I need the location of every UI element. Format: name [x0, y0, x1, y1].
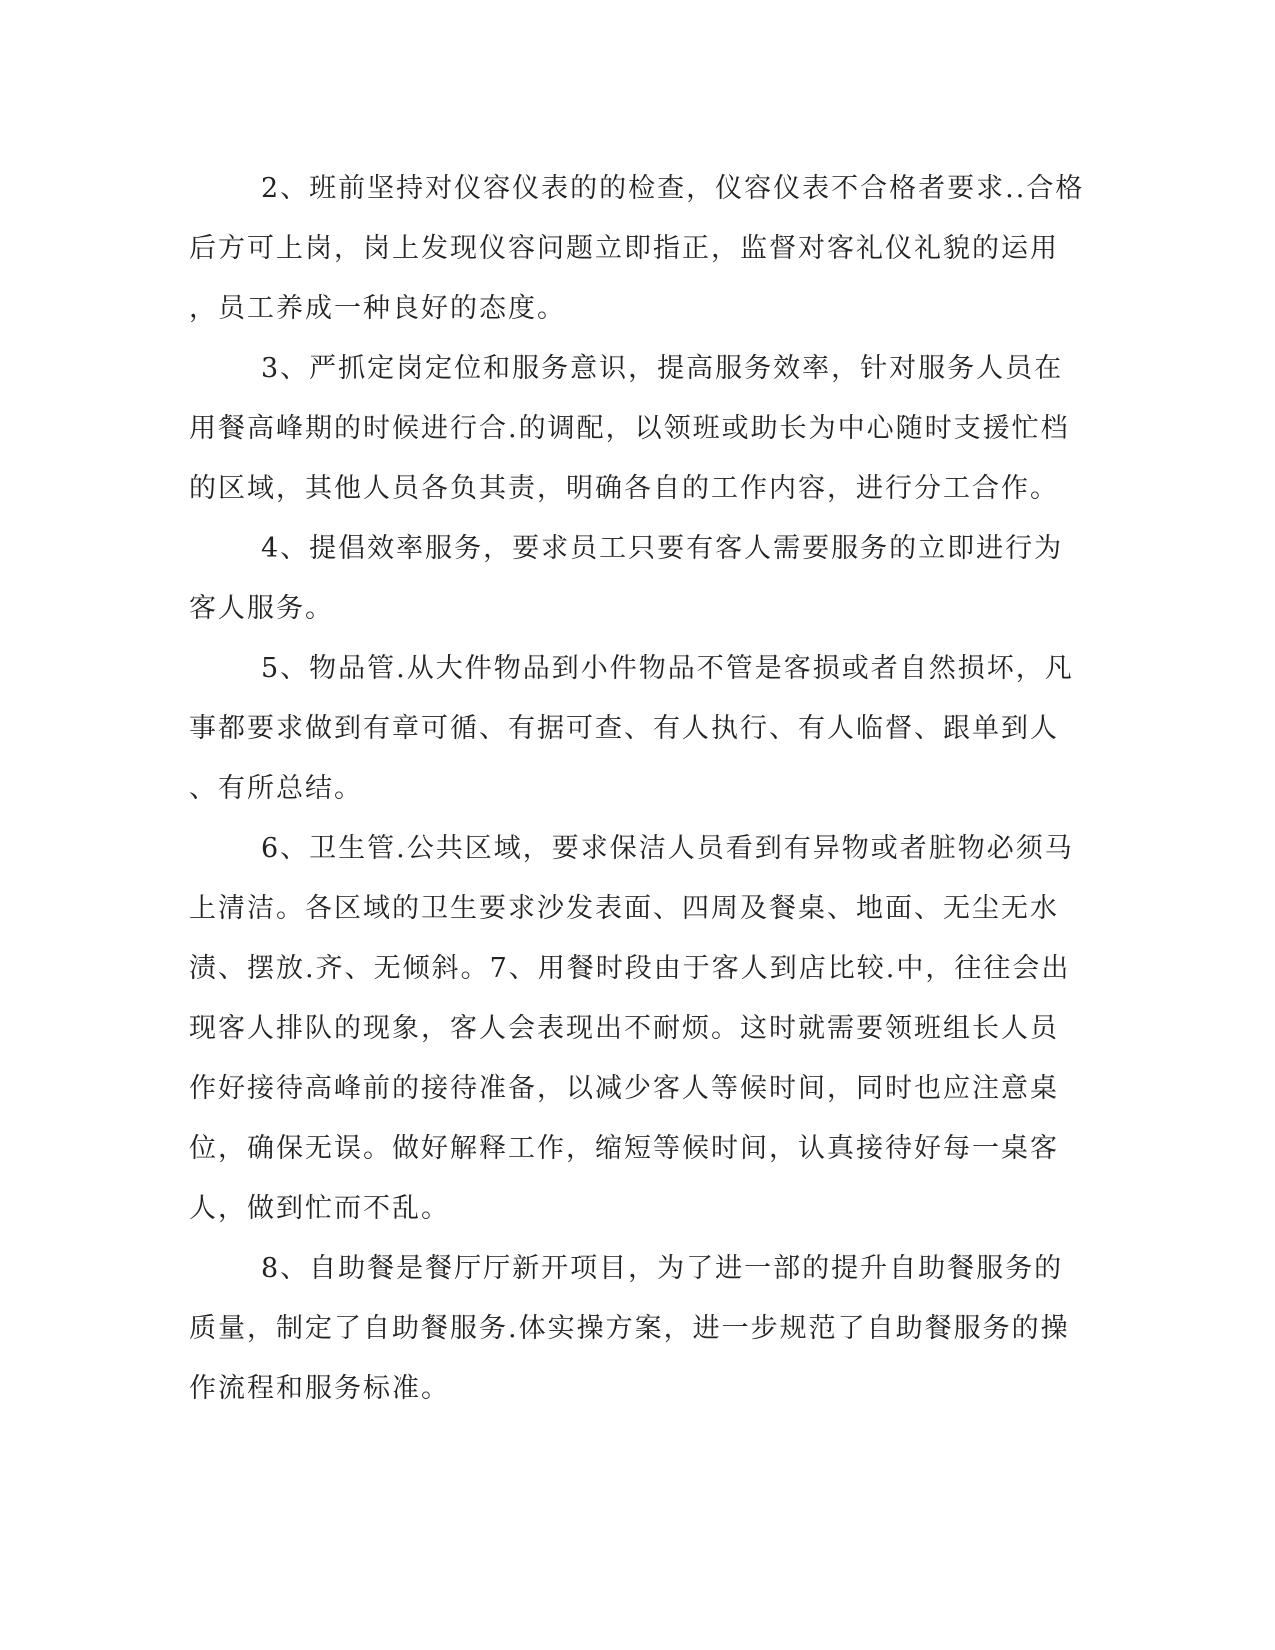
- text-line: 后方可上岗，岗上发现仪容问题立即指正，监督对客礼仪礼貌的运用: [189, 233, 1059, 264]
- text-line: 4、提倡效率服务，要求员工只要有客人需要服务的立即进行为: [261, 533, 1064, 564]
- text-line: 位，确保无误。做好解释工作，缩短等候时间，认真接待好每一桌客: [189, 1133, 1059, 1164]
- text-line: 作流程和服务标准。: [189, 1373, 450, 1404]
- text-line: 5、物品管.从大件物品到小件物品不管是客损或者自然损坏，凡: [261, 653, 1074, 684]
- text-line: 客人服务。: [189, 593, 334, 624]
- text-line: 2、班前坚持对仪容仪表的的检查，仪容仪表不合格者要求..合格: [261, 173, 1085, 204]
- text-line: 质量，制定了自助餐服务.体实操方案，进一步规范了自助餐服务的操: [189, 1313, 1070, 1344]
- text-line: 的区域，其他人员各负其责，明确各自的工作内容，进行分工合作。: [189, 473, 1059, 504]
- document-body: [189, 159, 1085, 1419]
- text-line: 8、自助餐是餐厅厅新开项目，为了进一部的提升自助餐服务的: [261, 1253, 1064, 1284]
- text-line: ，员工养成一种良好的态度。: [189, 293, 566, 324]
- text-line: 渍、摆放.齐、无倾斜。7、用餐时段由于客人到店比较.中，往往会出: [189, 953, 1071, 984]
- text-line: 6、卫生管.公共区域，要求保洁人员看到有异物或者脏物必须马: [261, 833, 1074, 864]
- text-line: 用餐高峰期的时候进行合.的调配，以领班或助长为中心随时支援忙档: [189, 413, 1070, 444]
- text-line: 人，做到忙而不乱。: [189, 1193, 450, 1224]
- text-line: 现客人排队的现象，客人会表现出不耐烦。这时就需要领班组长人员: [189, 1013, 1059, 1044]
- text-line: 、有所总结。: [189, 773, 363, 804]
- text-line: 事都要求做到有章可循、有据可查、有人执行、有人临督、跟单到人: [189, 713, 1059, 744]
- text-line: 上清洁。各区域的卫生要求沙发表面、四周及餐桌、地面、无尘无水: [189, 893, 1059, 924]
- text-line: 作好接待高峰前的接待准备，以减少客人等候时间，同时也应注意桌: [189, 1073, 1059, 1104]
- text-line: 3、严抓定岗定位和服务意识，提高服务效率，针对服务人员在: [261, 353, 1064, 384]
